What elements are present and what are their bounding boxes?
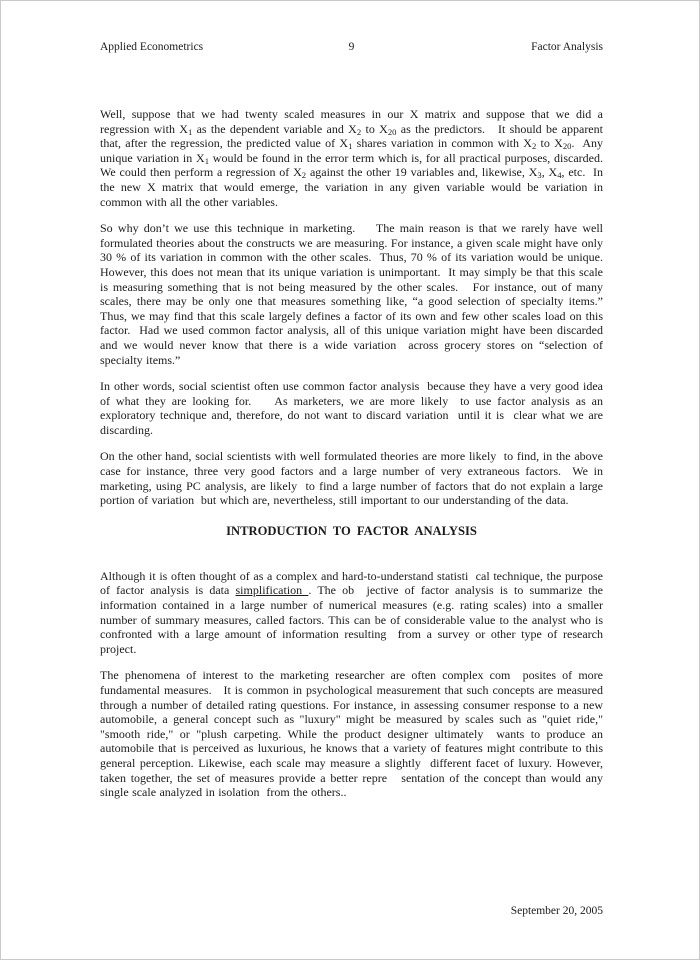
paragraph-5: Although it is often thought of as a complex and hard-to-understand statisti cal technique, the purpose of factor analysis is data simplification . The ob jective of factor analysis is to summarize the information contained in a large number of numerical measures (e.g. rating scales) into a smaller number of summary measures, called factors. This can be of considerable value to the analyst who is confronted with a large amount of information resulting from a survey or other type of research project. (100, 568, 607, 656)
footer-date: September 20, 2005 (510, 905, 603, 917)
header-document-title: Applied Econometrics (100, 41, 204, 53)
page-footer (100, 905, 603, 918)
page-number: 9 (348, 41, 355, 53)
paragraph-3: In other words, social scientist often use common factor analysis because they have a very good idea of what they are looking for. As marketers, we are more likely to use factor analysis as an exploratory technique and, therefore, do not want to discard variation until it is clear what we are discarding. (100, 379, 607, 437)
paragraph-2: So why don’t we use this technique in marketing. The main reason is that we rarely have well formulated theories about the constructs we are measuring. For instance, a given scale might have only 30 % of its variation in common with the other scales. Thus, 70 % of its variation would be unique. However, this does not mean that its unique variation is unimportant. It may simply be that this scale is measuring something that is not being measured by the other scales. For instance, out of many scales, there may be only one that measures something like, “a good selection of specialty items.” Thus, we may find that this scale largely defines a factor of its own and few other scales load on this factor. Had we used common factor analysis, all of this unique variation might have been discarded and we would never know that there is a wide variation across grocery stores on “selection of specialty items.” (100, 221, 614, 367)
paragraph-1: Well, suppose that we had twenty scaled measures in our X matrix and suppose that we did a regression with $X_1$ as the dependent variable and $X_2$ to $X_{20}$ as the predictors. It should be apparent that, after the regression, the predicted value of $X_1$ shares variation in common with $X_2$ to $X_{20}$. Any unique variation in $X_1$ would be found in the error term which is, for all practical purposes, discarded. We could then perform a regression of $X_2$ against the other 19 variables and, likewise, $X_3$, $X_4$, etc. In the new X matrix that would emerge, the variation in any given variable would be variation in common with all the other variables. (100, 107, 610, 209)
page-header (100, 41, 603, 54)
document-body (100, 107, 614, 800)
section-heading: INTRODUCTION TO FACTOR ANALYSIS (226, 523, 477, 538)
paragraph-6: The phenomena of interest to the marketing researcher are often complex com posites of more fundamental measures. It is common in psychological measurement that such concepts are measured through a number of detailed rating questions. For instance, in assessing consumer response to a new automobile, a general concept such as "luxury" might be measured by scales such as "quiet ride," "smooth ride," or "plush carpeting. While the product designer ultimately wants to produce an automobile that is perceived as luxurious, he knows that a variety of features might contribute to this general perception. Likewise, each scale may measure a slightly different facet of luxury. However, taken together, the set of measures provide a better repre sentation of the concept than would any single scale analyzed in isolation from the others.. (100, 668, 607, 800)
header-chapter-title: Factor Analysis (531, 41, 603, 53)
paragraph-4: On the other hand, social scientists with well formulated theories are more likely to find, in the above case for instance, three very good factors and a large number of very extraneous factors. We in marketing, using PC analysis, are likely to find a large number of factors that do not explain a large portion of variation but which are, nevertheless, still important to our understanding of the data. (100, 449, 607, 508)
